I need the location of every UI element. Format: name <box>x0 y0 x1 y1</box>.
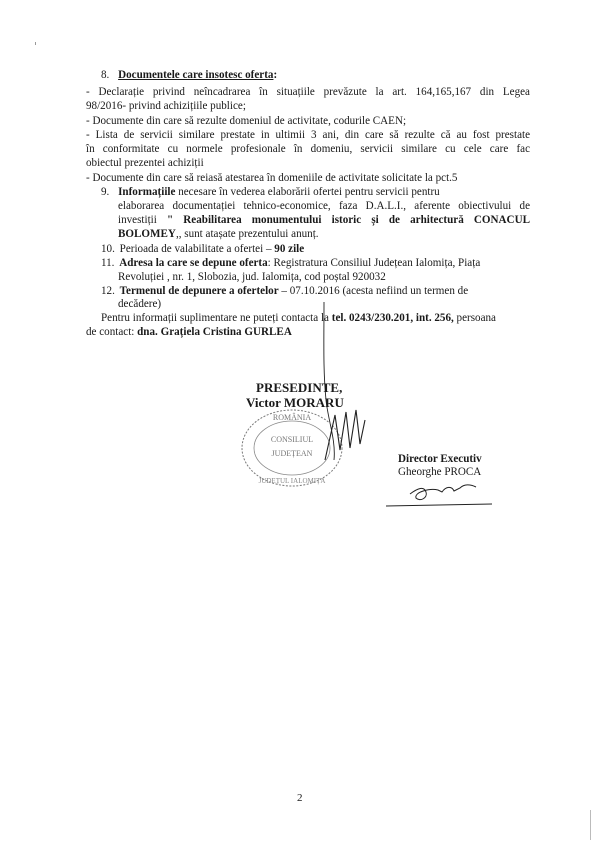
stamp-text-mid-1: CONSILIUL <box>270 435 314 444</box>
item-9-title: Informațiile <box>118 186 176 198</box>
contact-text-1: Pentru informații suplimentare ne puteți contacta la <box>101 312 332 324</box>
item-12-line-1 <box>101 285 468 298</box>
item-12-number: 12. <box>101 285 115 297</box>
director-signature-icon <box>380 478 500 512</box>
item-12-text-1: – 07.10.2016 (acesta nefiind un termen de <box>278 285 469 297</box>
item-11-line-2: Revoluției , nr. 1, Slobozia, jud. Ialomița, cod poștal 920032 <box>118 271 386 283</box>
item-9-line-1 <box>101 186 440 199</box>
stamp-text-top: ROMÂNIA <box>272 413 312 422</box>
contact-text-3: de contact: <box>86 326 138 338</box>
item-9-text-4b: ,, sunt atașate prezentului anunț. <box>175 228 319 240</box>
item-9-project-name: " Reabilitarea monumentului istoric și de arhitectură CONACUL <box>166 214 530 226</box>
item-11-line-1 <box>101 257 480 270</box>
president-name: Victor MORARU <box>246 395 344 410</box>
president-title: PRESEDINTE, <box>256 380 343 395</box>
item-8-line-2: 98/2016- privind achizițiile publice; <box>86 100 246 112</box>
item-8-line-7: - Documente din care să reiasă atestarea în domeniile de activitate solicitate la pct.5 <box>86 172 458 184</box>
scan-mark <box>35 42 36 45</box>
item-8-line-5: în conformitate cu normele profesionale în domeniu, servicii similare cu cele care fac <box>86 143 530 155</box>
item-11-text-1: : Registratura Consiliul Județean Ialomița, Piața <box>267 257 481 269</box>
item-9-number: 9. <box>101 186 110 198</box>
scan-edge-mark <box>590 810 591 840</box>
stamp-text-mid-2: JUDEȚEAN <box>271 449 313 458</box>
director-name: Gheorghe PROCA <box>398 466 482 478</box>
item-8-line-3: - Documente din care să rezulte domeniul de activitate, codurile CAEN; <box>86 115 407 127</box>
item-8-title: Documentele care insotesc oferta <box>118 69 274 81</box>
item-8-line-6: obiectul prezentei achiziții <box>86 157 204 169</box>
contact-person: dna. Grațiela Cristina GURLEA <box>137 326 292 338</box>
page-number: 2 <box>297 792 303 804</box>
item-10-text: Perioada de valabilitate a ofertei – <box>119 243 275 255</box>
item-9-line-2: elaborarea documentației tehnico-economice, faza D.A.L.I., aferente obiectivului de <box>118 200 530 212</box>
item-8-line-4: - Lista de servicii similare prestate in ultimii 3 ani, din care să rezulte că au fost prestate <box>86 129 530 141</box>
contact-line-2 <box>86 326 292 339</box>
stamp-text-bottom: JUDEȚUL IALOMIȚA <box>258 477 326 485</box>
item-11-title: Adresa la care se depune oferta <box>119 257 268 269</box>
item-10 <box>101 243 304 256</box>
item-8-heading <box>101 69 277 82</box>
item-11-number: 11. <box>101 257 115 269</box>
item-9-line-4 <box>118 228 319 241</box>
item-10-number: 10. <box>101 243 115 255</box>
president-signature-icon <box>320 400 370 470</box>
item-9-text-3a: investiții <box>118 214 167 226</box>
item-12-title: Termenul de depunere a ofertelor <box>119 285 279 297</box>
item-10-period: 90 zile <box>274 243 305 255</box>
item-12-line-2: decădere) <box>118 298 162 310</box>
contact-text-2: persoana <box>453 312 496 324</box>
item-9-project-name-end: BOLOMEY <box>118 228 176 240</box>
item-8-line-1: - Declarație privind neîncadrarea în situațiile prevăzute la art. 164,165,167 din Legea <box>86 86 530 98</box>
director-title: Director Executiv <box>398 453 482 465</box>
item-9-text-1: necesare în vederea elaborării ofertei pentru servicii pentru <box>175 186 440 198</box>
item-8-colon: : <box>273 69 278 81</box>
contact-phone: tel. 0243/230.201, int. 256, <box>331 312 454 324</box>
item-9-line-3 <box>118 214 530 227</box>
item-8-number: 8. <box>101 69 110 81</box>
